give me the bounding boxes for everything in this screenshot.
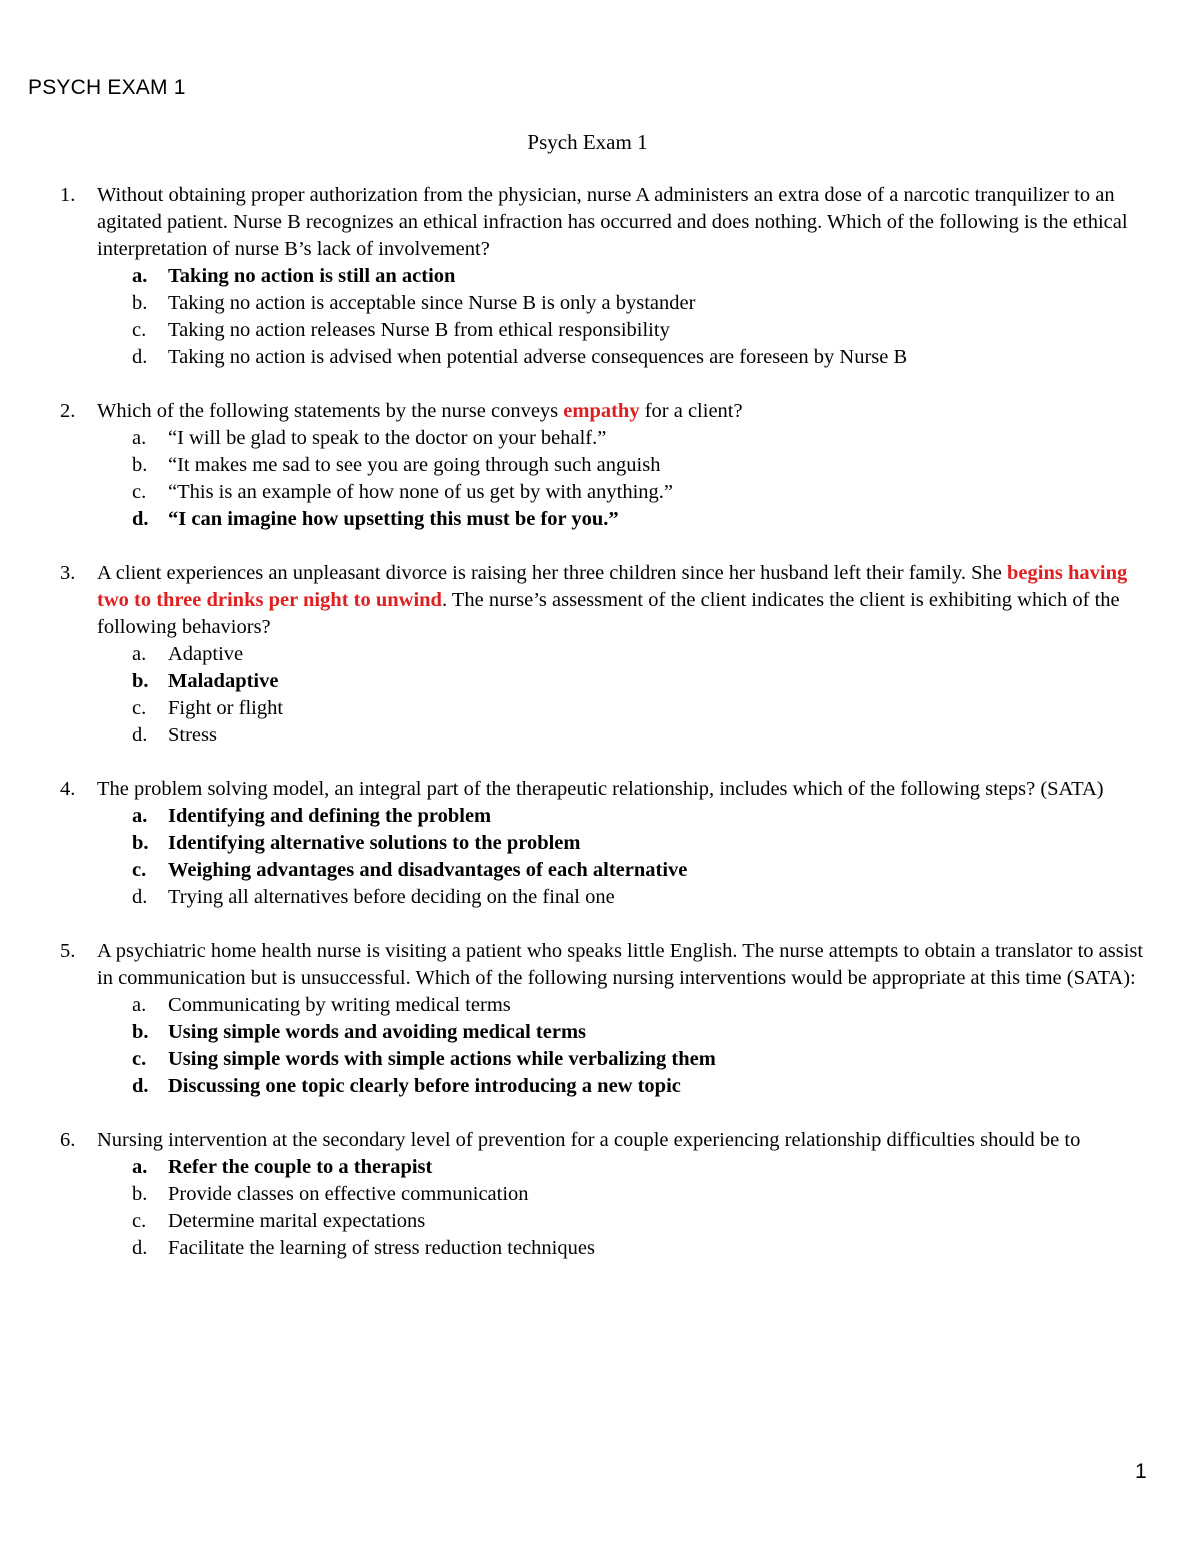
option-c — [97, 857, 1150, 884]
question-5 — [60, 938, 1150, 1100]
highlighted-keyword: empathy — [563, 400, 640, 422]
option-text: Taking no action releases Nurse B from ethical responsibility — [168, 319, 670, 341]
option-text: “It makes me sad to see you are going through such anguish — [168, 454, 661, 476]
option-text: Taking no action is advised when potential adverse consequences are foreseen by Nurse B — [168, 346, 908, 368]
question-text: Nursing intervention at the secondary level of prevention for a couple experiencing relationship difficulties should be to — [97, 1129, 1081, 1151]
document-title: Psych Exam 1 — [527, 130, 648, 154]
question-3 — [60, 560, 1150, 749]
option-letter: a. — [132, 994, 147, 1016]
option-letter: d. — [132, 508, 149, 530]
highlighted-keyword: begins having two to three drinks per night to unwind — [97, 562, 1128, 611]
option-letter: b. — [132, 1183, 148, 1205]
option-d — [97, 506, 1150, 533]
option-text: Weighing advantages and disadvantages of each alternative — [168, 859, 688, 881]
option-text: Fight or flight — [168, 697, 284, 719]
option-text: “I can imagine how upsetting this must be for you.” — [168, 508, 619, 530]
option-c — [97, 1208, 1150, 1235]
option-letter: a. — [132, 427, 147, 449]
option-a — [97, 992, 1150, 1019]
option-letter: c. — [132, 319, 147, 341]
option-list — [97, 263, 1150, 371]
question-number: 4. — [60, 778, 76, 800]
option-text: Determine marital expectations — [168, 1210, 426, 1232]
option-text: Maladaptive — [168, 670, 279, 692]
option-letter: a. — [132, 643, 147, 665]
option-text: Communicating by writing medical terms — [168, 994, 511, 1016]
question-text-part: . The nurse’s assessment of the client indicates the client is exhibiting which of the following behaviors? — [97, 589, 1120, 638]
question-number: 1. — [60, 184, 76, 206]
question-1 — [60, 182, 1150, 371]
option-d — [97, 884, 1150, 911]
option-c — [97, 479, 1150, 506]
question-2 — [60, 398, 1150, 533]
option-text: Discussing one topic clearly before introducing a new topic — [168, 1075, 681, 1097]
question-text — [97, 560, 1150, 641]
option-text: Identifying alternative solutions to the problem — [168, 832, 581, 854]
option-text: Provide classes on effective communication — [168, 1183, 529, 1205]
option-text: Taking no action is acceptable since Nurse B is only a bystander — [168, 292, 696, 314]
option-c — [97, 317, 1150, 344]
option-text: “I will be glad to speak to the doctor on your behalf.” — [168, 427, 607, 449]
option-a — [97, 803, 1150, 830]
option-letter: d. — [132, 1075, 149, 1097]
option-letter: b. — [132, 1021, 149, 1043]
option-text: Facilitate the learning of stress reduction techniques — [168, 1237, 595, 1259]
option-letter: c. — [132, 697, 147, 719]
running-header: PSYCH EXAM 1 — [28, 76, 186, 99]
option-a — [97, 425, 1150, 452]
option-b — [97, 290, 1150, 317]
option-text: Taking no action is still an action — [168, 265, 456, 287]
option-c — [97, 695, 1150, 722]
option-text: Trying all alternatives before deciding on the final one — [168, 886, 615, 908]
option-a — [97, 1154, 1150, 1181]
option-text: Stress — [168, 724, 217, 746]
option-letter: a. — [132, 805, 148, 827]
option-b — [97, 830, 1150, 857]
question-text: The problem solving model, an integral part of the therapeutic relationship, includes which of the following steps? (SATA) — [97, 778, 1104, 800]
question-text — [97, 398, 1150, 425]
option-letter: b. — [132, 670, 149, 692]
option-letter: c. — [132, 481, 147, 503]
option-text: Using simple words with simple actions while verbalizing them — [168, 1048, 716, 1070]
option-b — [97, 668, 1150, 695]
option-a — [97, 263, 1150, 290]
option-list — [97, 992, 1150, 1100]
option-list — [97, 1154, 1150, 1262]
option-list — [97, 425, 1150, 533]
question-text-part: Which of the following statements by the nurse conveys — [97, 400, 564, 422]
question-6 — [60, 1127, 1150, 1262]
option-text: Refer the couple to a therapist — [168, 1156, 433, 1178]
option-list — [97, 803, 1150, 911]
option-d — [97, 1073, 1150, 1100]
option-text: Identifying and defining the problem — [168, 805, 492, 827]
question-number: 5. — [60, 940, 76, 962]
option-letter: b. — [132, 454, 148, 476]
option-letter: c. — [132, 1210, 147, 1232]
option-letter: a. — [132, 1156, 148, 1178]
page-number: 1 — [1135, 1460, 1147, 1483]
option-d — [97, 1235, 1150, 1262]
option-d — [97, 344, 1150, 371]
question-number: 6. — [60, 1129, 76, 1151]
question-text: Without obtaining proper authorization from the physician, nurse A administers an extra dose of a narcotic tranquilizer to an agitated patient. Nurse B recognizes an ethical infraction has occurred and does nothing. Which of the following is the ethical interpretation of nurse B’s lack of involvement? — [97, 184, 1128, 260]
option-b — [97, 1181, 1150, 1208]
question-text: A psychiatric home health nurse is visiting a patient who speaks little English. The nurse attempts to obtain a translator to assist in communication but is unsuccessful. Which of the following nursing interventions would be appropriate at this time (SATA): — [97, 940, 1144, 989]
option-letter: d. — [132, 886, 148, 908]
question-number: 3. — [60, 562, 76, 584]
option-b — [97, 1019, 1150, 1046]
option-letter: d. — [132, 1237, 148, 1259]
option-letter: c. — [132, 1048, 147, 1070]
option-text: Adaptive — [168, 643, 244, 665]
question-number: 2. — [60, 400, 76, 422]
option-text: “This is an example of how none of us get by with anything.” — [168, 481, 673, 503]
option-d — [97, 722, 1150, 749]
question-4 — [60, 776, 1150, 911]
option-text: Using simple words and avoiding medical terms — [168, 1021, 586, 1043]
question-text-part: for a client? — [639, 400, 743, 422]
option-list — [97, 641, 1150, 749]
option-b — [97, 452, 1150, 479]
option-letter: c. — [132, 859, 147, 881]
option-letter: b. — [132, 832, 149, 854]
option-c — [97, 1046, 1150, 1073]
option-letter: b. — [132, 292, 148, 314]
option-letter: d. — [132, 724, 148, 746]
question-list — [60, 182, 1150, 1289]
question-text-part: A client experiences an unpleasant divorce is raising her three children since her husband left their family. She — [97, 562, 1008, 584]
option-letter: a. — [132, 265, 148, 287]
option-letter: d. — [132, 346, 148, 368]
option-a — [97, 641, 1150, 668]
